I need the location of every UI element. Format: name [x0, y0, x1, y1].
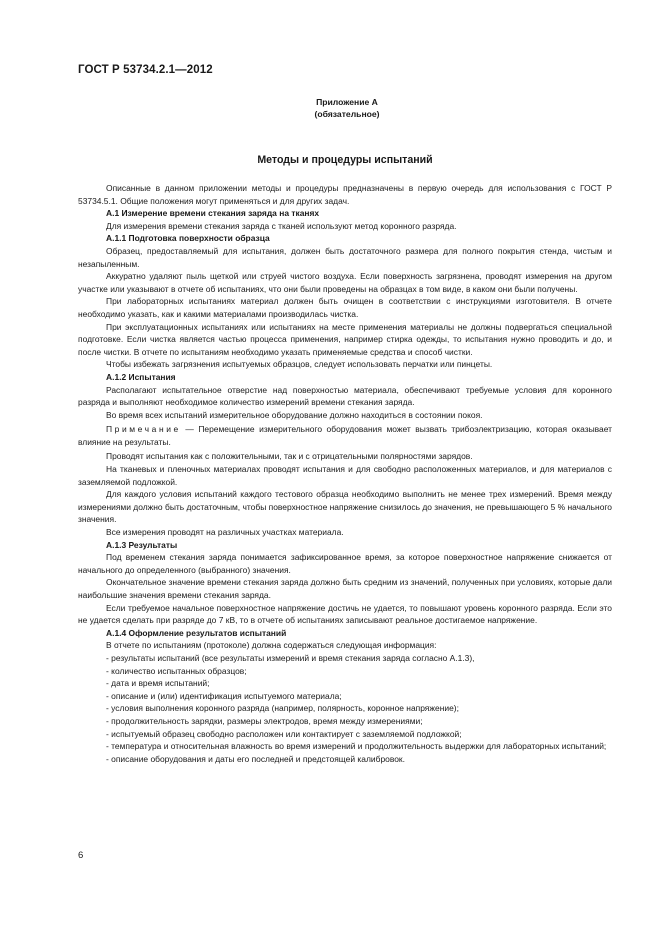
paragraph: Располагают испытательное отверстие над поверхностью материала, обеспечивают требуемые условия для коронного разряда и выполняют необходимое количество измерений времени стекания заряда.	[78, 384, 612, 408]
list-item: - дата и время испытаний;	[106, 678, 210, 689]
paragraph: В отчете по испытаниям (протоколе) должна содержаться следующая информация:	[106, 640, 437, 651]
note	[78, 423, 612, 448]
paragraph: При лабораторных испытаниях материал должен быть очищен в соответствии с инструкциями изготовителя. В отчете необходимо указать, как и какими материалами производилась чистка.	[78, 296, 612, 319]
paragraph: На тканевых и пленочных материалах проводят испытания и для свободно расположенных материалов, и для материалов с заземляемой подложкой.	[78, 464, 612, 487]
list-item: - количество испытанных образцов;	[106, 665, 247, 676]
annex-heading	[262, 97, 432, 120]
list-item: - описание оборудования и даты его последней и предстоящей калибровок.	[106, 753, 405, 764]
list-item: - результаты испытаний (все результаты измерений и время стекания заряда согласно А.1.3),	[106, 652, 475, 663]
list-item: - температура и относительная влажность во время измерений и продолжительность выдержки для лабораторных испытаний;	[106, 741, 607, 752]
paragraph: Описанные в данном приложении методы и процедуры предназначены в первую очередь для использования с ГОСТ Р 53734.5.1. Общие положения могут применяться и для других задач.	[78, 183, 612, 206]
paragraph: Аккуратно удаляют пыль щеткой или струей чистого воздуха. Если поверхность загрязнена, проводят измерения на другом участке или указывают в отчете об испытаниях, что они были проведены на образцах в том виде, в каком они были получены.	[78, 271, 612, 294]
paragraph: Для измерения времени стекания заряда с тканей используют метод коронного разряда.	[106, 220, 457, 231]
subsection-heading: A.1.1 Подготовка поверхности образца	[106, 233, 270, 244]
annex-status: (обязательное)	[314, 108, 380, 119]
subsection-heading: A.1.3 Результаты	[106, 539, 178, 550]
paragraph: При эксплуатационных испытаниях или испытаниях на месте применения материалы не должны подвергаться специальной подготовке. Если чистка является частью процесса применения, например стирка одежды, то испытания нужно проводить и до, и после чистки. В отчете по испытаниям необходимо указать применяемые средства и способ чистки.	[78, 321, 612, 357]
paragraph: Для каждого условия испытаний каждого тестового образца необходимо выполнить не менее трех измерений. Время между измерениями должно быть достаточным, чтобы поверхностное напряжение снизилось до значения, не превышающего 5 % начального значения.	[78, 489, 612, 525]
note-label: Примечание	[106, 424, 181, 435]
paragraph: Если требуемое начальное поверхностное напряжение достичь не удается, то повышают уровень коронного разряда. Если это не удается сделать при разряде до 7 кВ, то в отчете об испытаниях записывают реальное достигаемое напряжение.	[78, 602, 612, 626]
list-item: - испытуемый образец свободно расположен или контактирует с заземляемой подложкой;	[106, 728, 462, 739]
document-id: ГОСТ Р 53734.2.1—2012	[78, 64, 213, 76]
paragraph: Проводят испытания как с положительными, так и с отрицательными полярностями зарядов.	[106, 451, 473, 462]
document-body	[78, 182, 612, 765]
section-title: Методы и процедуры испытаний	[257, 154, 433, 166]
page-number: 6	[78, 850, 84, 861]
paragraph: Во время всех испытаний измерительное оборудование должно находиться в состоянии покоя.	[106, 409, 483, 420]
paragraph: Окончательное значение времени стекания заряда должно быть средним из значений, полученных при условиях, которые дали наибольшие значения времени стекания заряда.	[78, 577, 612, 600]
paragraph: Образец, предоставляемый для испытания, должен быть достаточного размера для полного покрытия стенда, чистым и незапыленным.	[78, 245, 612, 269]
subsection-heading: A.1.4 Оформление результатов испытаний	[106, 627, 287, 638]
note-text: — Перемещение измерительного оборудования может вызвать трибоэлектризацию, которая оказывает влияние на результаты.	[78, 424, 612, 447]
subsection-heading: A.1.2 Испытания	[106, 371, 176, 382]
list-item: - условия выполнения коронного разряда (например, полярность, коронное напряжение);	[106, 703, 459, 714]
list-item: - продолжительность зарядки, размеры электродов, время между измерениями;	[106, 715, 423, 726]
list-item: - описание и (или) идентификация испытуемого материала;	[106, 690, 342, 701]
paragraph: Под временем стекания заряда понимается зафиксированное время, за которое поверхностное напряжение снижается от начального до определенного (выбранного) значения.	[78, 552, 612, 575]
paragraph: Все измерения проводят на различных участках материала.	[106, 527, 344, 538]
paragraph: Чтобы избежать загрязнения испытуемых образцов, следует использовать перчатки или пинцеты.	[106, 359, 493, 370]
subsection-heading: A.1 Измерение времени стекания заряда на тканях	[106, 208, 320, 219]
annex-title: Приложение А	[316, 97, 378, 107]
